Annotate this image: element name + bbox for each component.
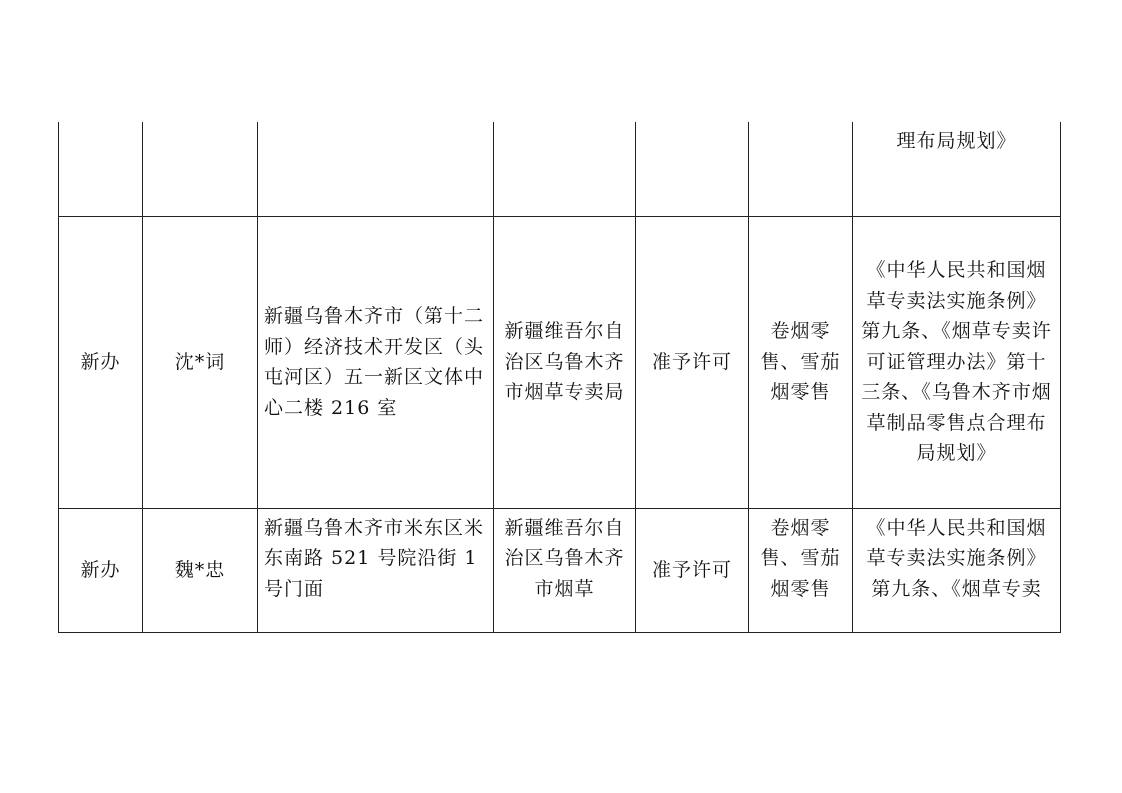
authority-cell: 新疆维吾尔自治区乌鲁木齐市烟草 [494, 508, 636, 632]
address-cell [258, 122, 494, 216]
authority-cell: 新疆维吾尔自治区乌鲁木齐市烟草专卖局 [494, 216, 636, 508]
name-cell [143, 122, 258, 216]
basis-cell: 理布局规划》 [853, 122, 1061, 216]
basis-cell: 《中华人民共和国烟草专卖法实施条例》第九条、《烟草专卖许可证管理办法》第十三条、《乌鲁木齐市烟草制品零售点合理布局规划》 [853, 216, 1061, 508]
name-cell: 沈*词 [143, 216, 258, 508]
basis-cell: 《中华人民共和国烟草专卖法实施条例》第九条、《烟草专卖 [853, 508, 1061, 632]
result-cell [636, 122, 749, 216]
address-cell: 新疆乌鲁木齐市（第十二师）经济技术开发区（头屯河区）五一新区文体中心二楼 216 室 [258, 216, 494, 508]
result-cell: 准予许可 [636, 216, 749, 508]
table-row [59, 216, 1061, 508]
address-cell: 新疆乌鲁木齐市米东区米东南路 521 号院沿街 1 号门面 [258, 508, 494, 632]
table-row [59, 508, 1061, 632]
scope-cell: 卷烟零售、雪茄烟零售 [749, 508, 853, 632]
scope-cell [749, 122, 853, 216]
result-cell: 准予许可 [636, 508, 749, 632]
table-row [59, 122, 1061, 216]
category-cell: 新办 [59, 216, 143, 508]
name-cell: 魏*忠 [143, 508, 258, 632]
authority-cell [494, 122, 636, 216]
license-table [58, 122, 1061, 633]
scope-cell: 卷烟零售、雪茄烟零售 [749, 216, 853, 508]
category-cell: 新办 [59, 508, 143, 632]
category-cell [59, 122, 143, 216]
